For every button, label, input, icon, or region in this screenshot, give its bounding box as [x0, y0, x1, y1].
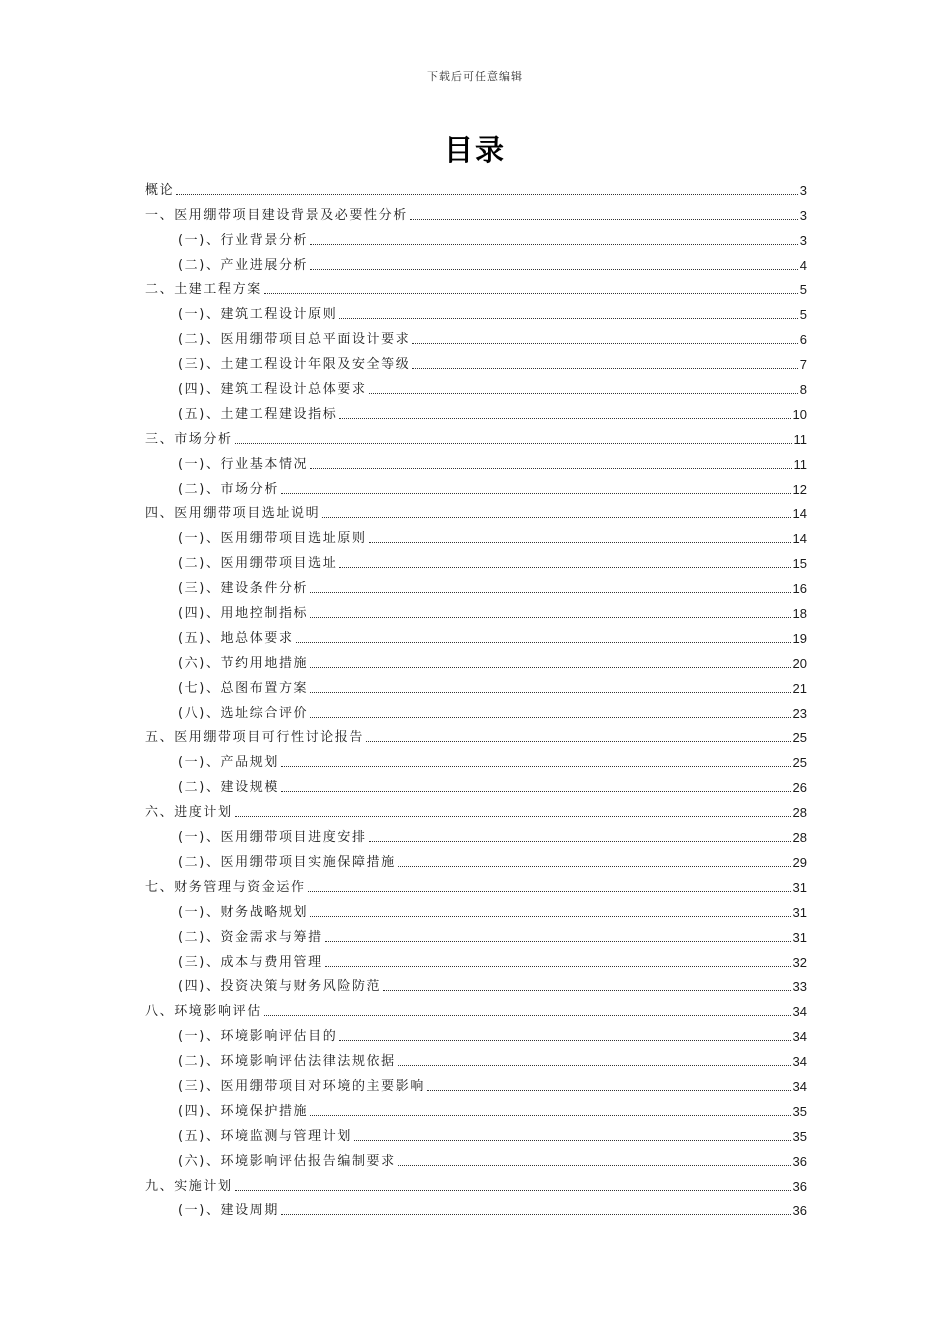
toc-entry-page-number: 28	[792, 805, 807, 821]
toc-entry-text: 七、财务管理与资金运作	[145, 879, 306, 895]
toc-list	[145, 174, 807, 1219]
toc-dot-leader	[339, 1040, 790, 1041]
toc-entry-page-number: 36	[792, 1178, 807, 1194]
toc-dot-leader	[322, 517, 790, 518]
toc-entry-page-number: 19	[792, 630, 807, 646]
toc-dot-leader	[310, 692, 790, 693]
toc-entry-text: (二)、建设规模	[178, 780, 279, 796]
toc-entry-text: (二)、资金需求与筹措	[178, 929, 323, 945]
toc-entry-page-number: 6	[799, 332, 807, 348]
toc-entry-page-number: 11	[793, 431, 807, 447]
toc-entry-page-number: 34	[792, 1029, 807, 1045]
toc-entry[interactable]	[145, 547, 807, 572]
toc-entry[interactable]	[145, 1020, 807, 1045]
toc-entry-page-number: 11	[793, 456, 807, 472]
toc-entry-text: (五)、土建工程建设指标	[178, 406, 338, 422]
toc-entry-text: (三)、土建工程设计年限及安全等级	[178, 357, 411, 373]
toc-dot-leader	[235, 443, 792, 444]
toc-entry[interactable]	[145, 672, 807, 697]
toc-entry[interactable]	[145, 771, 807, 796]
toc-entry[interactable]	[145, 348, 807, 373]
toc-entry-text: 九、实施计划	[145, 1178, 233, 1194]
toc-dot-leader	[369, 542, 791, 543]
toc-entry-page-number: 33	[792, 979, 807, 995]
toc-dot-leader	[281, 766, 791, 767]
page-header-note: 下载后可任意编辑	[427, 70, 523, 83]
toc-entry-page-number: 5	[799, 307, 807, 323]
toc-entry[interactable]	[145, 274, 807, 299]
toc-entry-text: (四)、投资决策与财务风险防范	[178, 979, 382, 995]
toc-dot-leader	[339, 418, 790, 419]
toc-entry[interactable]	[145, 921, 807, 946]
toc-entry[interactable]	[145, 946, 807, 971]
toc-entry-page-number: 14	[792, 506, 807, 522]
toc-entry[interactable]	[145, 473, 807, 498]
toc-entry-text: (一)、财务战略规划	[178, 904, 309, 920]
toc-dot-leader	[281, 791, 791, 792]
toc-entry[interactable]	[145, 448, 807, 473]
toc-entry-text: 三、市场分析	[145, 431, 233, 447]
toc-entry[interactable]	[145, 597, 807, 622]
toc-entry[interactable]	[145, 373, 807, 398]
toc-entry-text: (二)、环境影响评估法律法规依据	[178, 1054, 396, 1070]
toc-entry-page-number: 36	[792, 1203, 807, 1219]
toc-entry-text: (八)、选址综合评价	[178, 705, 309, 721]
toc-entry-page-number: 18	[792, 606, 807, 622]
toc-dot-leader	[310, 269, 798, 270]
toc-entry-text: (二)、市场分析	[178, 481, 279, 497]
toc-dot-leader	[339, 318, 797, 319]
toc-entry-text: (一)、行业基本情况	[178, 456, 309, 472]
toc-entry-page-number: 25	[792, 730, 807, 746]
toc-entry[interactable]	[145, 746, 807, 771]
toc-entry-text: (二)、产业进展分析	[178, 257, 309, 273]
toc-entry-page-number: 15	[792, 556, 807, 572]
toc-entry[interactable]	[145, 1145, 807, 1170]
toc-dot-leader	[310, 1115, 790, 1116]
toc-entry[interactable]	[145, 1045, 807, 1070]
toc-entry[interactable]	[145, 871, 807, 896]
toc-dot-leader	[369, 393, 798, 394]
toc-dot-leader	[281, 1214, 791, 1215]
toc-entry[interactable]	[145, 398, 807, 423]
toc-entry[interactable]	[145, 174, 807, 199]
toc-entry-text: (三)、成本与费用管理	[178, 954, 323, 970]
toc-entry-text: (二)、医用绷带项目总平面设计要求	[178, 332, 411, 348]
toc-entry[interactable]	[145, 1120, 807, 1145]
toc-dot-leader	[264, 1015, 791, 1016]
toc-entry[interactable]	[145, 1170, 807, 1195]
toc-dot-leader	[264, 293, 798, 294]
toc-entry-text: 概论	[145, 182, 175, 198]
toc-entry[interactable]	[145, 622, 807, 647]
toc-entry-text: 一、医用绷带项目建设背景及必要性分析	[145, 207, 408, 223]
toc-dot-leader	[398, 1165, 791, 1166]
toc-dot-leader	[412, 343, 797, 344]
toc-dot-leader	[339, 567, 790, 568]
toc-dot-leader	[235, 816, 791, 817]
toc-entry-page-number: 26	[792, 780, 807, 796]
toc-entry[interactable]	[145, 199, 807, 224]
toc-entry-page-number: 34	[792, 1054, 807, 1070]
toc-dot-leader	[310, 592, 790, 593]
toc-entry-page-number: 21	[792, 680, 807, 696]
toc-entry-text: (四)、建筑工程设计总体要求	[178, 382, 367, 398]
toc-entry[interactable]	[145, 896, 807, 921]
toc-entry[interactable]	[145, 498, 807, 523]
toc-entry-page-number: 5	[799, 282, 807, 298]
toc-entry-page-number: 34	[792, 1004, 807, 1020]
toc-entry-text: (一)、医用绷带项目选址原则	[178, 531, 367, 547]
toc-dot-leader	[310, 468, 791, 469]
toc-entry-text: 八、环境影响评估	[145, 1004, 262, 1020]
toc-entry-page-number: 8	[799, 382, 807, 398]
toc-entry-page-number: 34	[792, 1078, 807, 1094]
toc-entry[interactable]	[145, 423, 807, 448]
toc-entry-page-number: 23	[792, 705, 807, 721]
toc-entry-page-number: 35	[792, 1128, 807, 1144]
toc-dot-leader	[281, 493, 791, 494]
toc-entry-text: (一)、产品规划	[178, 755, 279, 771]
toc-entry-page-number: 29	[792, 854, 807, 870]
toc-dot-leader	[398, 1065, 791, 1066]
toc-entry-text: (五)、地总体要求	[178, 630, 294, 646]
toc-entry-page-number: 25	[792, 755, 807, 771]
toc-dot-leader	[176, 194, 798, 195]
toc-entry[interactable]	[145, 697, 807, 722]
toc-entry[interactable]	[145, 323, 807, 348]
toc-dot-leader	[310, 244, 798, 245]
toc-entry-page-number: 32	[792, 954, 807, 970]
toc-title: 目录	[443, 133, 506, 167]
toc-dot-leader	[366, 741, 791, 742]
toc-dot-leader	[310, 667, 790, 668]
toc-entry-page-number: 35	[792, 1103, 807, 1119]
toc-entry[interactable]	[145, 1095, 807, 1120]
toc-entry[interactable]	[145, 647, 807, 672]
toc-entry-text: 二、土建工程方案	[145, 282, 262, 298]
toc-entry[interactable]	[145, 995, 807, 1020]
toc-entry-text: (四)、用地控制指标	[178, 606, 309, 622]
toc-dot-leader	[235, 1190, 791, 1191]
toc-entry[interactable]	[145, 522, 807, 547]
toc-entry-page-number: 12	[792, 481, 807, 497]
toc-entry-page-number: 7	[799, 357, 807, 373]
toc-entry[interactable]	[145, 224, 807, 249]
toc-entry[interactable]	[145, 722, 807, 747]
toc-entry-page-number: 4	[799, 257, 807, 273]
toc-entry-page-number: 10	[792, 406, 807, 422]
toc-entry[interactable]	[145, 572, 807, 597]
toc-entry-page-number: 3	[799, 182, 807, 198]
toc-dot-leader	[310, 617, 790, 618]
toc-entry-page-number: 31	[792, 929, 807, 945]
toc-dot-leader	[308, 891, 791, 892]
toc-entry[interactable]	[145, 298, 807, 323]
toc-entry[interactable]	[145, 971, 807, 996]
toc-entry-text: (一)、医用绷带项目进度安排	[178, 830, 367, 846]
toc-dot-leader	[325, 941, 791, 942]
toc-dot-leader	[310, 717, 790, 718]
toc-entry-text: (一)、建设周期	[178, 1203, 279, 1219]
toc-entry-page-number: 36	[792, 1153, 807, 1169]
toc-entry-page-number: 3	[799, 207, 807, 223]
toc-entry-text: (六)、环境影响评估报告编制要求	[178, 1153, 396, 1169]
toc-dot-leader	[412, 368, 797, 369]
toc-entry-text: (三)、建设条件分析	[178, 581, 309, 597]
toc-dot-leader	[383, 990, 790, 991]
toc-dot-leader	[410, 219, 798, 220]
toc-entry-page-number: 28	[792, 830, 807, 846]
toc-dot-leader	[427, 1090, 791, 1091]
toc-entry-text: (二)、医用绷带项目选址	[178, 556, 338, 572]
toc-entry-text: (六)、节约用地措施	[178, 655, 309, 671]
toc-dot-leader	[398, 866, 791, 867]
toc-entry-text: (七)、总图布置方案	[178, 680, 309, 696]
toc-dot-leader	[296, 642, 791, 643]
toc-entry-page-number: 20	[792, 655, 807, 671]
toc-entry-text: (四)、环境保护措施	[178, 1103, 309, 1119]
toc-entry-page-number: 3	[799, 232, 807, 248]
toc-entry[interactable]	[145, 796, 807, 821]
toc-dot-leader	[310, 916, 790, 917]
toc-dot-leader	[354, 1140, 791, 1141]
toc-entry-text: (一)、行业背景分析	[178, 232, 309, 248]
toc-entry[interactable]	[145, 249, 807, 274]
toc-entry-text: 四、医用绷带项目选址说明	[145, 506, 321, 522]
toc-entry[interactable]	[145, 1195, 807, 1220]
toc-dot-leader	[369, 841, 791, 842]
toc-entry-text: 六、进度计划	[145, 805, 233, 821]
toc-entry-text: (一)、环境影响评估目的	[178, 1029, 338, 1045]
toc-entry-page-number: 31	[792, 879, 807, 895]
toc-entry-page-number: 14	[792, 531, 807, 547]
toc-entry[interactable]	[145, 1070, 807, 1095]
toc-entry[interactable]	[145, 821, 807, 846]
toc-entry-page-number: 31	[792, 904, 807, 920]
toc-entry-text: (三)、医用绷带项目对环境的主要影响	[178, 1078, 425, 1094]
toc-entry-text: (二)、医用绷带项目实施保障措施	[178, 854, 396, 870]
toc-entry[interactable]	[145, 846, 807, 871]
toc-entry-text: (一)、建筑工程设计原则	[178, 307, 338, 323]
toc-entry-text: 五、医用绷带项目可行性讨论报告	[145, 730, 365, 746]
toc-entry-text: (五)、环境监测与管理计划	[178, 1128, 352, 1144]
toc-entry-page-number: 16	[792, 581, 807, 597]
toc-dot-leader	[325, 966, 791, 967]
